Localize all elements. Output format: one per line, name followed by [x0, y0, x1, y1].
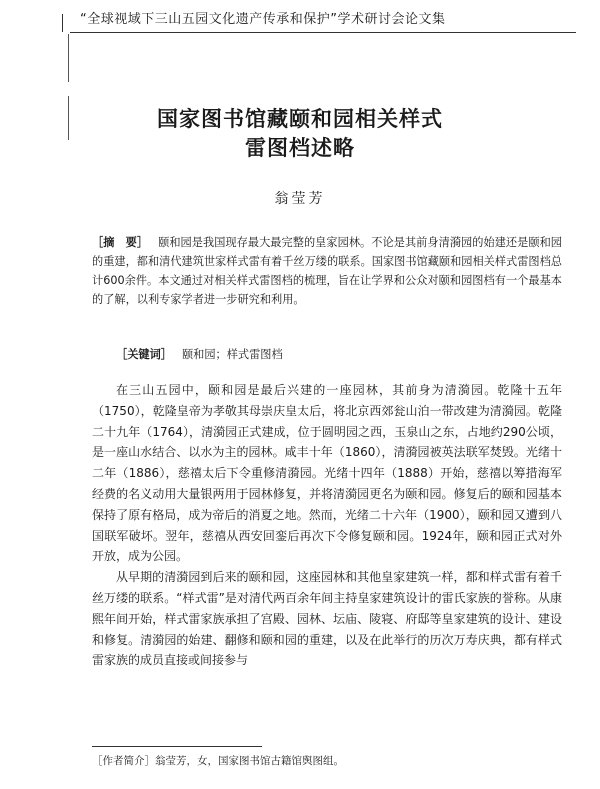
footnote-text: 翁莹芳，女，国家图书馆古籍馆舆图组。 — [155, 755, 344, 767]
header-left-tick — [62, 14, 63, 32]
footnote-label: ［作者简介］ — [92, 755, 155, 767]
article-title-line1: 国家图书馆藏颐和园相关样式 — [157, 106, 443, 131]
article-title-line2: 雷图档述略 — [245, 135, 355, 160]
abstract-text: 颐和园是我国现存最大最完整的皇家园林。不论是其前身清漪园的始建还是颐和园的重建，都和清代建筑世家样式雷有着千丝万缕的联系。国家图书馆藏颐和园相关样式雷图档总计600余件。本文通过对相关样式雷图档的梳理，旨在让学界和公众对颐和园图档有一个最基本的了解，以利专家学者进一步研究和利用。 — [92, 236, 562, 306]
body-paragraph-1: 在三山五园中，颐和园是最后兴建的一座园林，其前身为清漪园。乾隆十五年（1750），乾隆皇帝为孝敬其母崇庆皇太后，将北京西郊瓮山泊一带改建为清漪园。乾隆二十九年（1764），清漪园正式建成，位于圆明园之西，玉泉山之东，占地约290公顷，是一座山水结合、以水为主的园林。咸丰十年（1860），清漪园被英法联军焚毁。光绪十二年（1886），慈禧太后下令重修清漪园。光绪十四年（1888）开始，慈禧以筹措海军经费的名义动用大量银两用于园林修复，并将清漪园更名为颐和园。修复后的颐和园基本保持了原有格局，成为帝后的消夏之地。然而，光绪二十六年（1900），颐和园又遭到八国联军破坏。翌年，慈禧从西安回銮后再次下令修复颐和园。1924年，颐和园正式对外开放，成为公园。 — [92, 383, 562, 564]
margin-line — [68, 34, 69, 82]
author-name: 翁莹芳 — [274, 191, 326, 207]
header-rule — [70, 32, 576, 33]
keywords-label: ［关键词］ — [116, 348, 172, 361]
footnote — [92, 753, 344, 768]
running-header: “全球视域下三山五园文化遗产传承和保护”学术研讨会论文集 — [80, 12, 446, 27]
body-text — [92, 380, 562, 671]
keywords — [116, 346, 283, 362]
abstract-label: ［摘 要］ — [92, 236, 149, 249]
keywords-text: 颐和园；样式雷图档 — [181, 348, 283, 361]
abstract — [92, 233, 562, 309]
body-paragraph-2: 从早期的清漪园到后来的颐和园，这座园林和其他皇家建筑一样，都和样式雷有着千丝万缕的联系。“样式雷”是对清代两百余年间主持皇家建筑设计的雷氏家族的誉称。从康熙年间开始，样式雷家族承担了宫殿、园林、坛庙、陵寝、府邸等皇家建筑的设计、建设和修复。清漪园的始建、翻修和颐和园的重建，以及在此举行的历次万寿庆典，都有样式雷家族的成员直接或间接参与 — [92, 570, 562, 668]
footnote-rule — [92, 746, 262, 747]
